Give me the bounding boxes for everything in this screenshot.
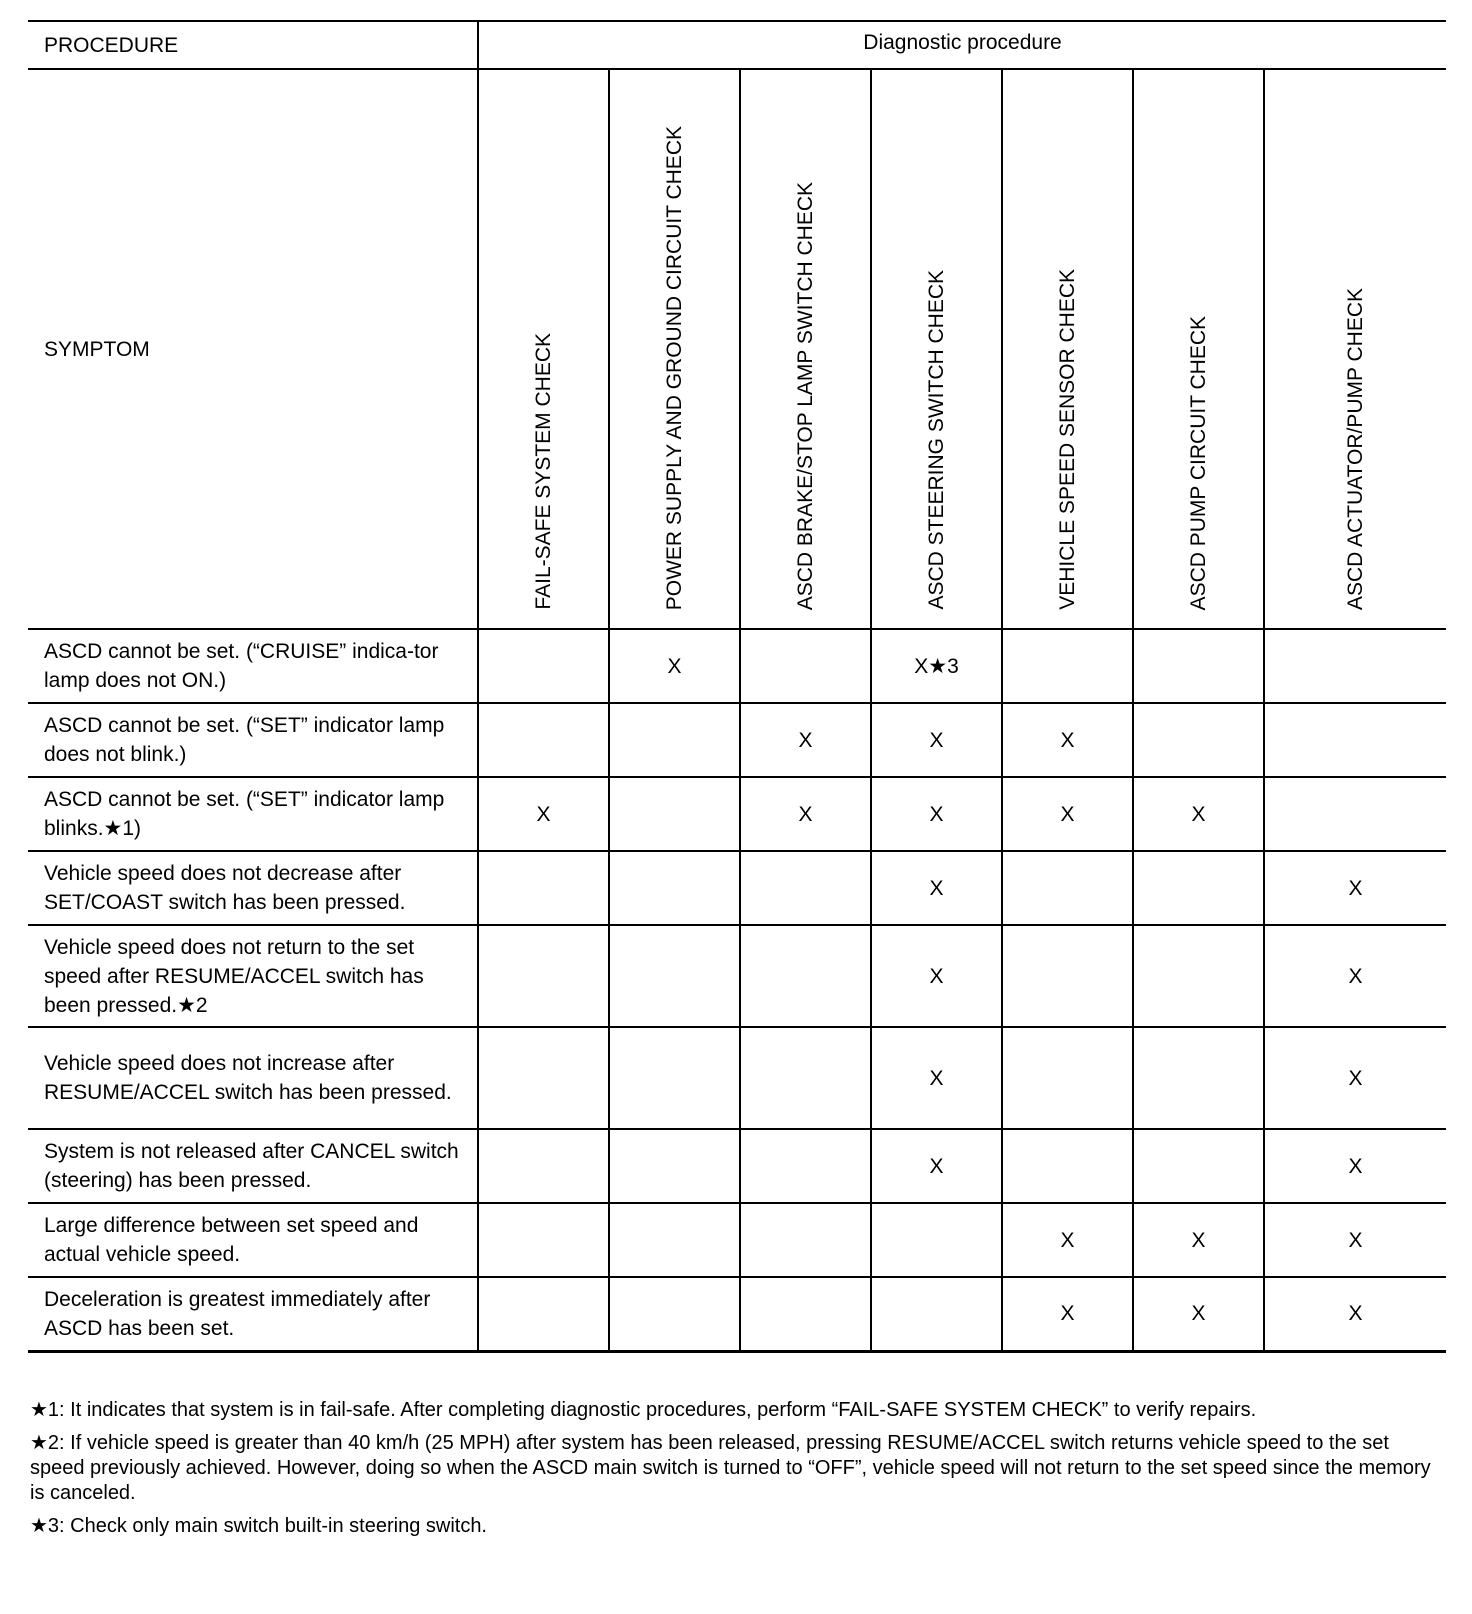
check-mark-cell <box>740 1027 871 1129</box>
check-mark-cell <box>478 851 609 925</box>
column-header-label: POWER SUPPLY AND GROUND CIRCUIT CHECK <box>662 125 686 610</box>
check-mark-cell <box>740 1277 871 1351</box>
symptom-cell: ASCD cannot be set. (“SET” indicator lamp blinks.★1) <box>28 777 478 851</box>
header-row <box>28 21 1446 69</box>
check-mark-cell: X <box>871 925 1002 1027</box>
check-mark-cell <box>609 1277 740 1351</box>
column-header-label: FAIL-SAFE SYSTEM CHECK <box>531 333 555 610</box>
check-mark-cell: X★3 <box>871 629 1002 703</box>
check-mark-cell <box>478 925 609 1027</box>
check-mark-cell <box>1133 629 1264 703</box>
column-header-label: ASCD PUMP CIRCUIT CHECK <box>1186 315 1210 610</box>
column-header-pump-circuit <box>1133 69 1264 629</box>
check-mark-cell: X <box>1264 1129 1446 1203</box>
check-mark-cell: X <box>740 777 871 851</box>
check-mark-cell: X <box>1002 1203 1133 1277</box>
check-mark-cell <box>609 851 740 925</box>
check-mark-cell <box>478 1129 609 1203</box>
check-mark-cell: X <box>740 703 871 777</box>
check-mark-cell: X <box>1002 703 1133 777</box>
check-mark-cell <box>478 1027 609 1129</box>
check-mark-cell <box>478 703 609 777</box>
check-mark-cell: X <box>1133 1203 1264 1277</box>
column-header-label: ASCD STEERING SWITCH CHECK <box>924 270 948 610</box>
check-mark-cell <box>1133 1027 1264 1129</box>
symptom-cell: ASCD cannot be set. (“CRUISE” indica-tor lamp does not ON.) <box>28 629 478 703</box>
column-header-label: ASCD ACTUATOR/PUMP CHECK <box>1343 287 1367 610</box>
check-mark-cell: X <box>871 851 1002 925</box>
check-mark-cell <box>740 851 871 925</box>
column-header-actuator-pump <box>1264 69 1446 629</box>
check-mark-cell <box>1264 629 1446 703</box>
table-row <box>28 925 1446 1027</box>
table-row <box>28 1277 1446 1351</box>
check-mark-cell: X <box>1264 1027 1446 1129</box>
column-header-brake-switch <box>740 69 871 629</box>
check-mark-cell <box>478 1277 609 1351</box>
check-mark-cell <box>609 777 740 851</box>
check-mark-cell <box>740 925 871 1027</box>
check-mark-cell <box>609 1129 740 1203</box>
check-mark-cell <box>609 1203 740 1277</box>
symptom-cell: Large difference between set speed and actual vehicle speed. <box>28 1203 478 1277</box>
check-mark-cell: X <box>1264 925 1446 1027</box>
table-row <box>28 1027 1446 1129</box>
check-mark-cell <box>871 1277 1002 1351</box>
check-mark-cell <box>609 925 740 1027</box>
check-mark-cell <box>1133 851 1264 925</box>
column-header-label: ASCD BRAKE/STOP LAMP SWITCH CHECK <box>793 181 817 610</box>
check-mark-cell <box>740 1129 871 1203</box>
check-mark-cell <box>1002 1129 1133 1203</box>
check-mark-cell: X <box>871 1027 1002 1129</box>
procedure-header: PROCEDURE <box>28 21 478 69</box>
check-mark-cell: X <box>1133 777 1264 851</box>
footnote-1: ★1: It indicates that system is in fail-safe. After completing diagnostic procedures, perform “FAIL-SAFE SYSTEM CHECK” to verify repairs. <box>30 1399 1257 1421</box>
symptom-cell: Vehicle speed does not return to the set speed after RESUME/ACCEL switch has been pressed.★2 <box>28 925 478 1027</box>
check-mark-cell: X <box>1002 777 1133 851</box>
check-mark-cell <box>1002 1027 1133 1129</box>
table-row <box>28 1203 1446 1277</box>
check-mark-cell: X <box>871 777 1002 851</box>
column-header-row <box>28 69 1446 629</box>
check-mark-cell: X <box>478 777 609 851</box>
check-mark-cell <box>1264 777 1446 851</box>
symptom-cell: System is not released after CANCEL switch (steering) has been pressed. <box>28 1129 478 1203</box>
symptom-cell: ASCD cannot be set. (“SET” indicator lamp does not blink.) <box>28 703 478 777</box>
check-mark-cell <box>609 1027 740 1129</box>
table-row <box>28 1129 1446 1203</box>
column-header-speed-sensor <box>1002 69 1133 629</box>
table-row <box>28 629 1446 703</box>
column-header-power-supply <box>609 69 740 629</box>
check-mark-cell <box>1133 925 1264 1027</box>
check-mark-cell: X <box>1264 1277 1446 1351</box>
symptom-cell: Vehicle speed does not increase after RESUME/ACCEL switch has been pressed. <box>28 1027 478 1129</box>
diagnostic-table <box>28 20 1446 1353</box>
footnote-3: ★3: Check only main switch built-in steering switch. <box>30 1515 487 1537</box>
check-mark-cell: X <box>871 703 1002 777</box>
check-mark-cell: X <box>609 629 740 703</box>
check-mark-cell <box>1133 703 1264 777</box>
check-mark-cell: X <box>1264 851 1446 925</box>
footnote-2: ★2: If vehicle speed is greater than 40 km/h (25 MPH) after system has been released, pressing RESUME/ACCEL switch returns vehicle speed to the set speed previously achieved. However, doing so when the ASCD main switch is turned to “OFF”, vehicle speed will not return to the set speed since the memory is canceled. <box>30 1432 1431 1504</box>
check-mark-cell <box>871 1203 1002 1277</box>
symptom-cell: Deceleration is greatest immediately after ASCD has been set. <box>28 1277 478 1351</box>
check-mark-cell <box>478 1203 609 1277</box>
column-header-label: VEHICLE SPEED SENSOR CHECK <box>1055 269 1079 610</box>
check-mark-cell <box>740 629 871 703</box>
check-mark-cell <box>609 703 740 777</box>
column-header-steering-switch <box>871 69 1002 629</box>
check-mark-cell: X <box>1264 1203 1446 1277</box>
check-mark-cell <box>1002 925 1133 1027</box>
check-mark-cell <box>478 629 609 703</box>
check-mark-cell <box>740 1203 871 1277</box>
check-mark-cell: X <box>1133 1277 1264 1351</box>
table-row <box>28 851 1446 925</box>
table-row <box>28 703 1446 777</box>
symptom-header: SYMPTOM <box>28 69 478 629</box>
check-mark-cell <box>1002 629 1133 703</box>
check-mark-cell: X <box>1002 1277 1133 1351</box>
table-row <box>28 777 1446 851</box>
diagnostic-procedure-header: Diagnostic procedure <box>478 21 1446 69</box>
footnotes <box>30 1398 1446 1547</box>
check-mark-cell: X <box>871 1129 1002 1203</box>
column-header-fail-safe <box>478 69 609 629</box>
check-mark-cell <box>1133 1129 1264 1203</box>
symptom-cell: Vehicle speed does not decrease after SET/COAST switch has been pressed. <box>28 851 478 925</box>
check-mark-cell <box>1002 851 1133 925</box>
check-mark-cell <box>1264 703 1446 777</box>
